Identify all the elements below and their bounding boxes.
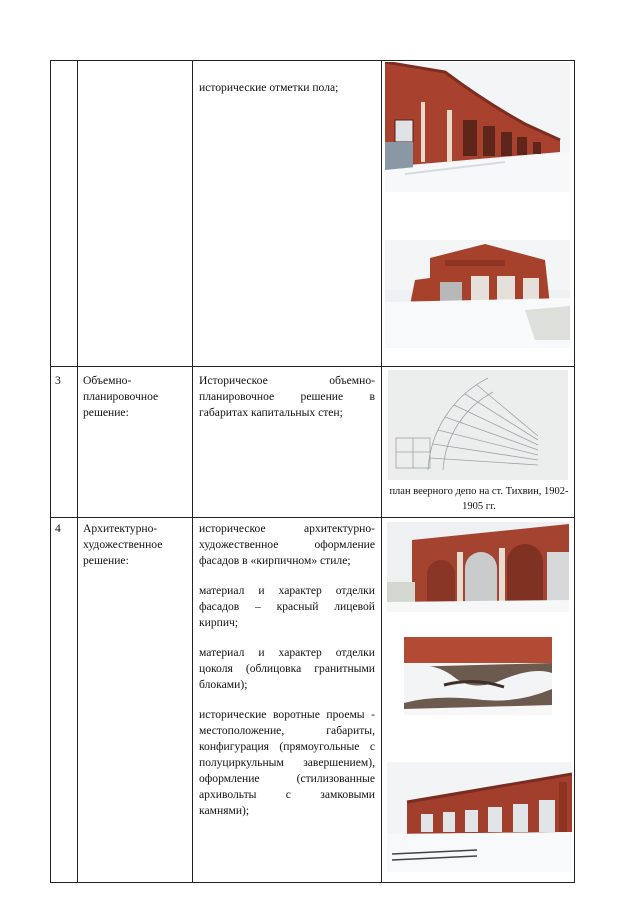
plan-caption: план веерного депо на ст. Тихвин, 1902-1905 гг. bbox=[389, 486, 569, 512]
table-border-right bbox=[574, 60, 575, 883]
table-divider-num bbox=[77, 60, 78, 883]
table-border-top bbox=[50, 60, 575, 61]
table-divider-desc bbox=[381, 60, 382, 883]
row-divider-1 bbox=[50, 366, 575, 367]
table-divider-name bbox=[192, 60, 193, 883]
desc-facade-style: историческое архитектурно-художественное оформление фасадов в «кирпичном» стиле; bbox=[199, 522, 375, 567]
row1-desc-text: исторические отметки пола; bbox=[199, 81, 339, 94]
table-border-bottom bbox=[50, 882, 575, 883]
table-border-left bbox=[50, 60, 51, 883]
row3-name: Архитектурно-художественное решение: bbox=[83, 522, 163, 567]
granite-plinth-photo bbox=[404, 637, 552, 715]
row-divider-2 bbox=[50, 517, 575, 518]
depot-gates-facade-photo bbox=[387, 522, 569, 612]
desc-plinth-material: материал и характер отделки цоколя (облицовка гранитными блоками); bbox=[199, 646, 375, 691]
row2-name: Объемно-планировочное решение: bbox=[83, 374, 159, 419]
depot-long-facade-photo bbox=[387, 762, 572, 872]
fan-depot-plan-drawing bbox=[388, 370, 568, 480]
row2-description: Историческое объемно-планировочное решение в габаритах капитальных стен; bbox=[199, 374, 375, 419]
desc-gate-openings: исторические воротные проемы - местоположение, габариты, конфигурация (прямоугольные с полуциркульным завершением), оформление (стилизованные архивольты с замковыми камнями); bbox=[199, 708, 375, 817]
row3-number: 4 bbox=[55, 522, 61, 535]
row2-number: 3 bbox=[55, 374, 61, 387]
row3-description bbox=[199, 521, 375, 833]
desc-facade-material: материал и характер отделки фасадов – красный лицевой кирпич; bbox=[199, 584, 375, 629]
depot-curved-facade-photo bbox=[385, 62, 570, 192]
row1-description bbox=[199, 80, 375, 96]
depot-end-facade-photo bbox=[385, 240, 570, 348]
